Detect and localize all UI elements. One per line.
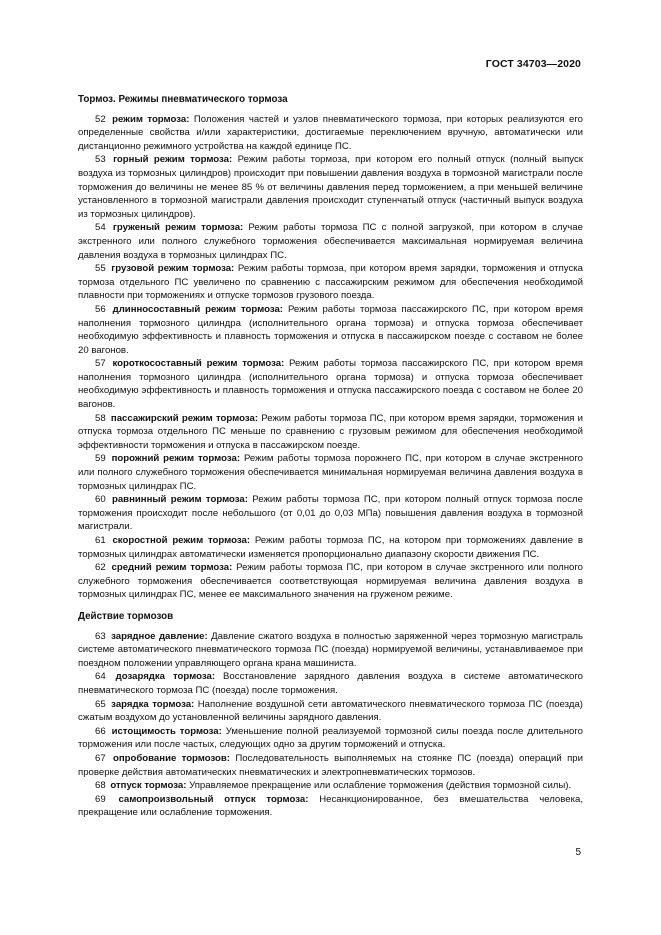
term-number: 53: [95, 154, 106, 166]
term-name: средний режим тормоза:: [111, 562, 233, 574]
term-number: 55: [95, 263, 106, 275]
term-entry: [78, 670, 583, 697]
term-name: режим тормоза:: [112, 113, 190, 125]
term-name: истощимость тормоза:: [111, 725, 222, 737]
term-name: грузовой режим тормоза:: [111, 263, 235, 275]
term-number: 58: [95, 412, 106, 424]
term-name: длинносоставный режим тормоза:: [112, 303, 283, 315]
term-number: 63: [95, 630, 106, 642]
term-number: 62: [95, 562, 106, 574]
document-body: [78, 93, 583, 820]
section-entries-brake-action: [78, 630, 583, 820]
term-name: порожний режим тормоза:: [111, 453, 241, 465]
term-number: 66: [95, 725, 106, 737]
term-definition: Режим работы тормоза ПС, при котором полный отпуск тормоза после торможения происходит после небольшого (от 0,01 до 0,03 МПа) повышения давления воздуха в тормозной магистрали.: [78, 494, 583, 533]
term-number: 52: [95, 113, 106, 125]
term-entry: [78, 779, 583, 793]
term-name: отпуск тормоза:: [110, 780, 187, 792]
term-entry: [78, 262, 583, 303]
term-entry: [78, 452, 583, 493]
term-entry: [78, 630, 583, 671]
term-definition: Уменьшение полной реализуемой тормозной силы поезда после длительного торможения или после частых, следующих одно за другим торможений и отпуска.: [78, 725, 583, 751]
term-entry: [78, 221, 583, 262]
term-name: скоростной режим тормоза:: [112, 535, 251, 546]
term-number: 65: [95, 698, 106, 710]
term-definition: Режим работы тормоза пассажирского ПС, при котором время наполнения тормозного цилиндра (исполнительного органа тормоза) и отпуска тормоза обеспечивает необходимую эффективность и плавность торможения и отпуска пассажирского поезда с составом не более 20 вагонов.: [78, 358, 583, 411]
page-number: 5: [575, 847, 581, 858]
term-definition: Режим работы тормоза ПС, на котором при торможениях давление в тормозных цилиндрах автоматически изменяется пропорционально диапазону скорости движения ПС.: [78, 535, 583, 560]
section-entries-brake-modes: [78, 113, 583, 602]
standard-designation: ГОСТ 34703—2020: [485, 58, 581, 70]
term-definition: Режим работы тормоза ПС с полной загрузкой, при котором в случае экстренного или полного служебного торможения обеспечивается максимальная нормируемая величина давления воздуха в тормозных цилиндрах ПС.: [78, 222, 583, 261]
term-number: 61: [95, 535, 106, 546]
term-number: 56: [95, 303, 106, 315]
term-entry: [78, 493, 583, 534]
term-definition: Несанкционированное, без вмешательства человека, прекращение или ослабление торможения.: [78, 793, 583, 819]
section-title: Тормоз. Режимы пневматического тормоза: [78, 94, 288, 105]
section-title: Действие тормозов: [78, 610, 174, 622]
term-number: 54: [95, 222, 106, 234]
term-definition: Наполнение воздушной сети автоматического пневматического тормоза ПС (поезда) сжатым воздухом до установленной величины зарядного давления.: [78, 698, 583, 724]
term-number: 68: [95, 780, 106, 792]
term-definition: Положения частей и узлов пневматического тормоза, при которых реализуются его определенные свойства и/или характеристики, достигаемые переключением вручную, автоматически или дистанционно режимного устройства на каждой единице ПС.: [78, 113, 583, 152]
term-name: горный режим тормоза:: [113, 154, 233, 166]
term-entry: [78, 793, 583, 820]
term-name: зарядное давление:: [111, 630, 208, 642]
term-number: 57: [95, 358, 106, 370]
term-entry: [78, 303, 583, 357]
term-entry: [78, 561, 583, 602]
term-entry: [78, 698, 583, 725]
term-name: опробование тормозов:: [113, 752, 230, 764]
term-number: 67: [95, 752, 106, 764]
term-definition: Режим работы тормоза порожнего ПС, при котором в случае экстренного или полного служебного торможения обеспечивается минимальная нормируемая величина давления воздуха в тормозных цилиндрах ПС.: [78, 453, 583, 492]
term-name: груженый режим тормоза:: [112, 222, 244, 234]
term-definition: Восстановление зарядного давления воздуха в системе автоматического пневматического тормоза ПС (поезда) после торможения.: [78, 671, 584, 696]
term-definition: Режим работы тормоза пассажирского ПС, при котором время наполнения тормозного цилиндра (исполнительного органа тормоза) и отпуска тормоза обеспечивает необходимую эффективность и плавность торможения и отпуска в пассажирском поезде с составом не более 20 вагонов.: [78, 303, 583, 356]
term-entry: [78, 412, 583, 453]
term-name: зарядка тормоза:: [111, 698, 195, 710]
term-number: 64: [95, 671, 106, 683]
term-entry: [78, 113, 583, 154]
term-entry: [78, 357, 583, 411]
term-entry: [78, 725, 583, 752]
term-definition: Режим работы тормоза ПС, при котором в случае экстренного или полного служебного торможения обеспечивается соответствующая нормируемая величина давления воздуха в тормозных цилиндрах ПС, менее ее максимального значения на груженом режиме.: [78, 562, 584, 601]
term-entry: [78, 153, 583, 221]
term-name: дозарядка тормоза:: [115, 671, 216, 683]
term-definition: Управляемое прекращение или ослабление торможения (действия тормозной силы).: [189, 780, 572, 792]
term-name: самопроизвольный отпуск тормоза:: [118, 793, 309, 805]
term-number: 60: [95, 494, 106, 506]
term-number: 59: [95, 453, 106, 465]
term-entry: [78, 752, 583, 779]
term-definition: Режим работы тормоза, при котором его полный отпуск (полный выпуск воздуха из тормозных цилиндров) происходит при повышении давления воздуха в тормозной магистрали после торможения до величины не менее 85 % от величины давления перед торможением, а при меньшей величине установленного в тормозной магистрали давления происходит ступенчатый отпуск (частичный выпуск воздуха из тормозных цилиндров).: [78, 154, 583, 220]
term-name: короткосоставный режим тормоза:: [112, 358, 285, 370]
term-entry: [78, 534, 583, 561]
term-definition: Давление сжатого воздуха в полностью заряженной через тормозную магистраль системе автоматического пневматического тормоза ПС (поезда) нормируемой величины, устанавливаемое при поездном положении управляющего органа крана машиниста.: [78, 630, 583, 669]
term-name: пассажирский режим тормоза:: [110, 412, 259, 424]
term-name: равнинный режим тормоза:: [111, 494, 248, 506]
term-definition: Режим работы тормоза ПС, при котором время зарядки, торможения и отпуска тормоза отдельного ПС меньше по сравнению с грузовым режимом для обеспечения необходимой эффективности торможения и отпуска в пассажирском поезде.: [78, 412, 583, 451]
term-number: 69: [95, 793, 106, 805]
term-definition: Последовательность выполняемых на стоянке ПС (поезда) операций при проверке действия автоматических пневматических и электропневматических тормозов.: [78, 752, 583, 778]
term-definition: Режим работы тормоза, при котором время зарядки, торможения и отпуска тормоза отдельного ПС увеличено по сравнению с пассажирским режимом для обеспечения необходимой плавности при торможениях и отпуске тормозов грузового поезда.: [78, 263, 584, 302]
